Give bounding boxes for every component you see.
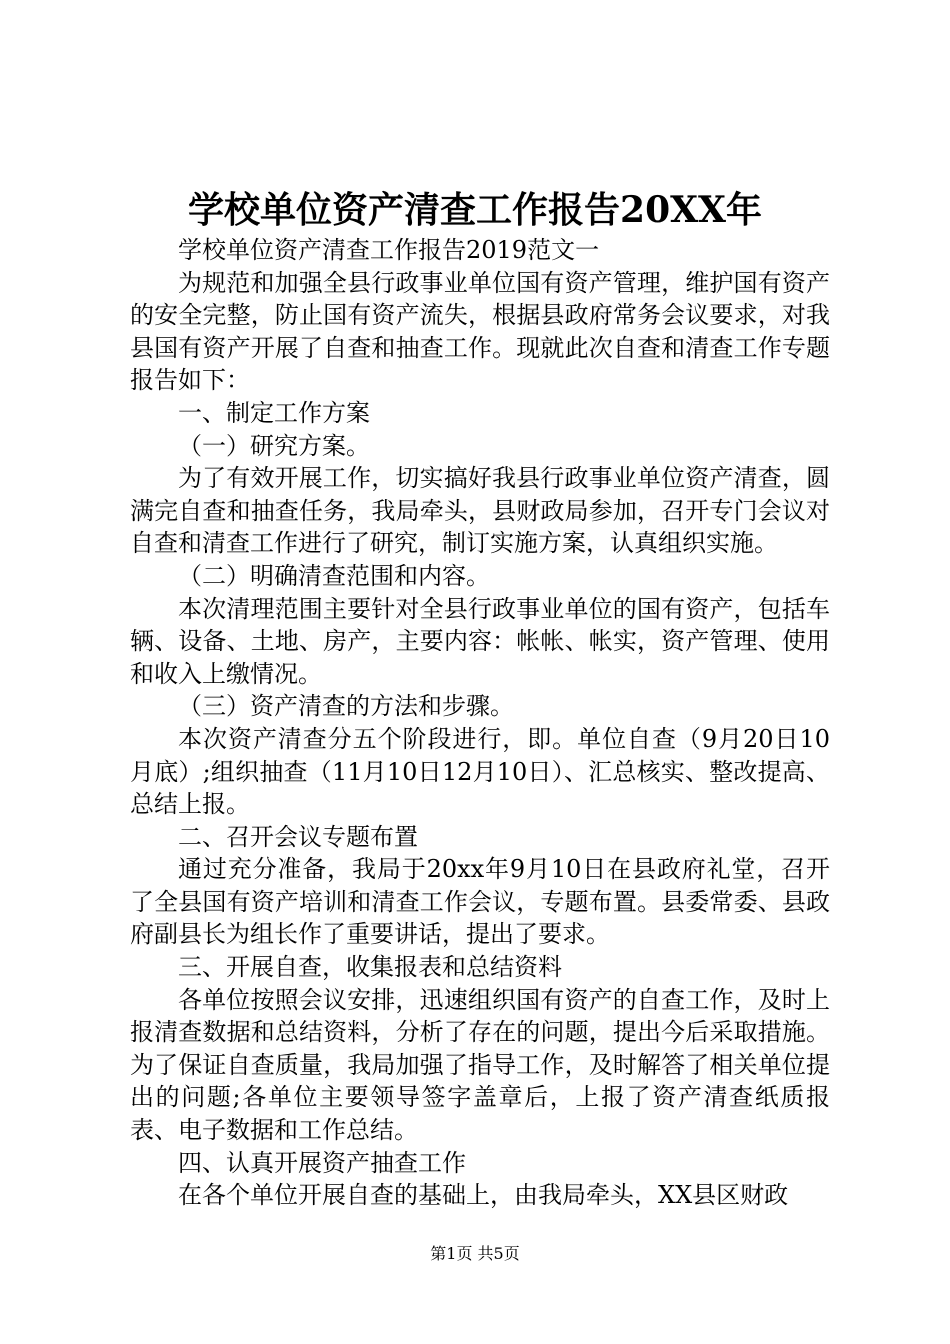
page-footer: 第1页 共5页 [430,1244,520,1263]
document-title: 学校单位资产清查工作报告20XX年 [188,189,762,231]
subsection-heading: （一）研究方案。 [178,431,370,460]
paragraph: 为规范和加强全县行政事业单位国有资产管理，维护国有资产的安全完整，防止国有资产流失，根据县政府常务会议要求，对我县国有资产开展了自查和抽查工作。现就此次自查和清查工作专题报告如下： [130,268,830,395]
paragraph: 通过充分准备，我局于20xx年9月10日在县政府礼堂，召开了全县国有资产培训和清查工作会议，专题布置。县委常委、县政府副县长为组长作了重要讲话，提出了要求。 [130,855,830,949]
subsection-heading: （三）资产清查的方法和步骤。 [178,692,514,721]
paragraph: 学校单位资产清查工作报告2019范文一 [178,236,600,264]
paragraph: 本次资产清查分五个阶段进行，即。单位自查（9月20日10月底）;组织抽查（11月10日12月10日）、汇总核实、整改提高、总结上报。 [130,724,830,819]
section-heading: 二、召开会议专题布置 [178,822,418,851]
section-heading: 四、认真开展资产抽查工作 [178,1148,466,1177]
paragraph: 在各个单位开展自查的基础上，由我局牵头，XX县区财政 [178,1181,789,1210]
paragraph: 本次清理范围主要针对全县行政事业单位的国有资产，包括车辆、设备、土地、房产，主要内容：帐帐、帐实，资产管理、使用和收入上缴情况。 [130,594,830,688]
paragraph: 为了有效开展工作，切实搞好我县行政事业单位资产清查，圆满完自查和抽查任务，我局牵头，县财政局参加，召开专门会议对自查和清查工作进行了研究，制订实施方案，认真组织实施。 [130,464,830,558]
subsection-heading: （二）明确清查范围和内容。 [178,561,490,590]
section-heading: 三、开展自查，收集报表和总结资料 [178,953,562,982]
document-body [130,234,830,1212]
section-heading: 一、制定工作方案 [178,398,370,427]
paragraph: 各单位按照会议安排，迅速组织国有资产的自查工作，及时上报清查数据和总结资料，分析了存在的问题，提出今后采取措施。为了保证自查质量，我局加强了指导工作，及时解答了相关单位提出的问题;各单位主要领导签字盖章后，上报了资产清查纸质报表、电子数据和工作总结。 [130,985,830,1145]
